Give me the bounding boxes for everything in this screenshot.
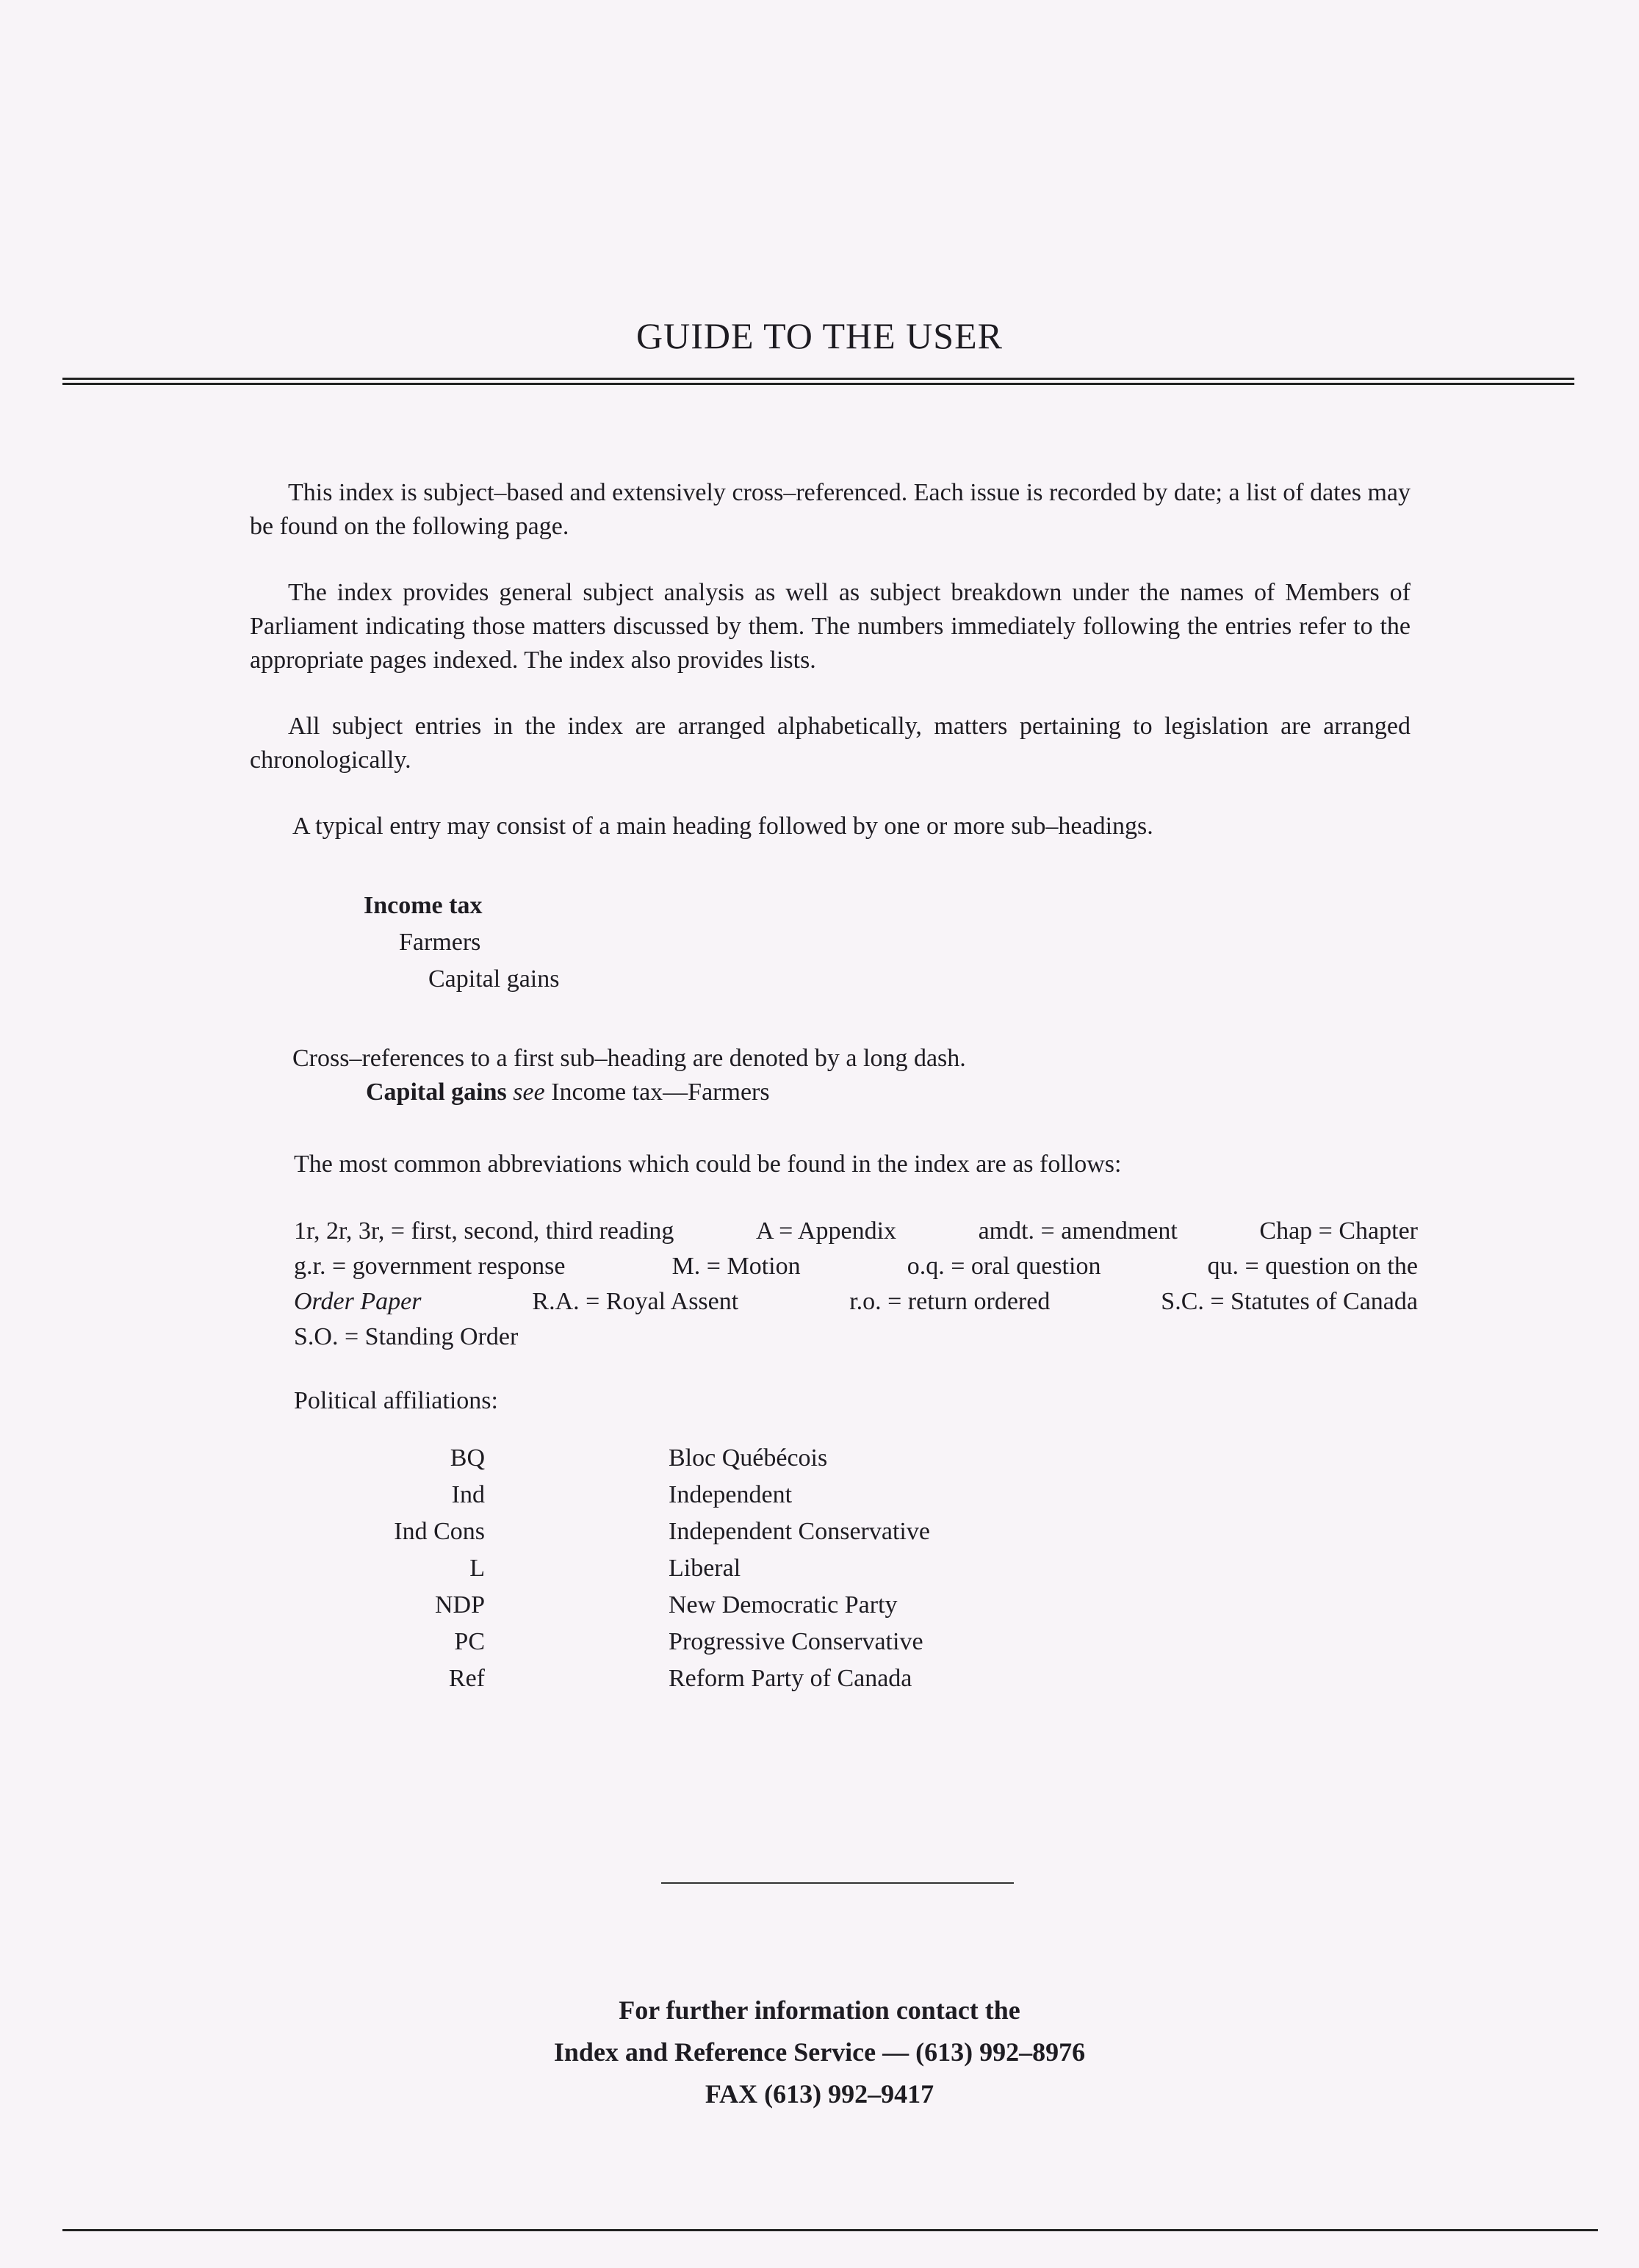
intro-paragraph-2: The index provides general subject analysis as well as subject breakdown under the names of Members of Parliament indicating those matters discussed by them. The numbers immediately following the entries refer to the appropriate pages indexed. The index also provides lists. <box>250 579 1411 674</box>
party-name: Independent <box>669 1481 793 1508</box>
abbreviations-intro: The most common abbreviations which could be found in the index are as follows: <box>294 1151 1122 1178</box>
abbreviations-line-1 <box>294 1214 1418 1249</box>
abbr-item: o.q. = oral question <box>907 1253 1101 1280</box>
abbr-item: r.o. = return ordered <box>849 1288 1051 1315</box>
example-main-heading: Income tax <box>364 892 483 919</box>
crossref-example-see: see <box>513 1079 545 1106</box>
abbr-item: S.O. = Standing Order <box>294 1323 519 1350</box>
party-abbr: PC <box>454 1628 485 1655</box>
party-name: New Democratic Party <box>669 1591 898 1619</box>
crossref-example-target: Income tax—Farmers <box>551 1079 770 1106</box>
page-title: GUIDE TO THE USER <box>636 315 1003 356</box>
typical-entry-text: A typical entry may consist of a main heading followed by one or more sub–headings. <box>292 813 1153 840</box>
abbr-item: 1r, 2r, 3r, = first, second, third reading <box>294 1217 674 1245</box>
party-name: Progressive Conservative <box>669 1628 923 1655</box>
intro-paragraph-1: This index is subject–based and extensively cross–referenced. Each issue is recorded by date; a list of dates may be found on the following page. <box>250 479 1411 540</box>
party-abbr: BQ <box>450 1444 485 1472</box>
crossref-text: Cross–references to a first sub–heading are denoted by a long dash. <box>292 1045 966 1072</box>
party-row <box>367 1513 1411 1550</box>
abbreviations-line-2 <box>294 1249 1418 1284</box>
abbr-item: R.A. = Royal Assent <box>532 1288 739 1315</box>
abbreviations-list <box>294 1214 1418 1355</box>
example-sub-heading-1: Farmers <box>399 929 481 956</box>
contact-fax: FAX (613) 992–9417 <box>705 2079 934 2109</box>
title-double-rule <box>62 378 1574 385</box>
party-name: Independent Conservative <box>669 1518 930 1545</box>
contact-info <box>0 1990 1639 2115</box>
abbr-item: A = Appendix <box>755 1217 897 1245</box>
party-name: Bloc Québécois <box>669 1444 828 1472</box>
contact-line-2: Index and Reference Service — (613) 992–8976 <box>553 2037 1086 2067</box>
guide-content <box>250 476 1418 1697</box>
abbr-item-order-paper: Order Paper <box>294 1288 422 1315</box>
party-table <box>367 1440 1411 1697</box>
crossref-example-term: Capital gains <box>366 1079 507 1106</box>
party-abbr: L <box>469 1555 485 1582</box>
party-row <box>367 1477 1411 1513</box>
abbr-item: M. = Motion <box>671 1253 801 1280</box>
party-row <box>367 1660 1411 1697</box>
example-entry <box>364 888 1411 998</box>
abbreviations-line-3 <box>294 1284 1418 1320</box>
party-abbr: Ind <box>451 1481 485 1508</box>
abbr-item: qu. = question on the <box>1207 1253 1418 1280</box>
abbr-item: S.C. = Statutes of Canada <box>1161 1288 1418 1315</box>
section-divider <box>661 1882 1014 1884</box>
abbr-item: g.r. = government response <box>294 1253 566 1280</box>
intro-paragraph-3: All subject entries in the index are arranged alphabetically, matters pertaining to legislation are arranged chronologically. <box>250 713 1411 774</box>
party-abbr: NDP <box>434 1591 485 1619</box>
party-name: Liberal <box>669 1555 741 1582</box>
crossref-example <box>366 1076 1411 1109</box>
abbr-item: amdt. = amendment <box>978 1217 1178 1245</box>
abbreviations-line-4 <box>294 1320 1418 1355</box>
party-row <box>367 1440 1411 1477</box>
party-row <box>367 1587 1411 1624</box>
abbr-item: Chap = Chapter <box>1259 1217 1418 1245</box>
political-affiliations-heading: Political affiliations: <box>294 1387 498 1414</box>
contact-line-1: For further information contact the <box>619 1995 1020 2025</box>
party-name: Reform Party of Canada <box>669 1665 912 1692</box>
bottom-rule <box>62 2229 1598 2231</box>
example-sub-heading-2: Capital gains <box>428 965 560 993</box>
party-row <box>367 1550 1411 1587</box>
party-row <box>367 1624 1411 1660</box>
party-abbr: Ind Cons <box>394 1518 485 1545</box>
party-abbr: Ref <box>448 1665 485 1692</box>
